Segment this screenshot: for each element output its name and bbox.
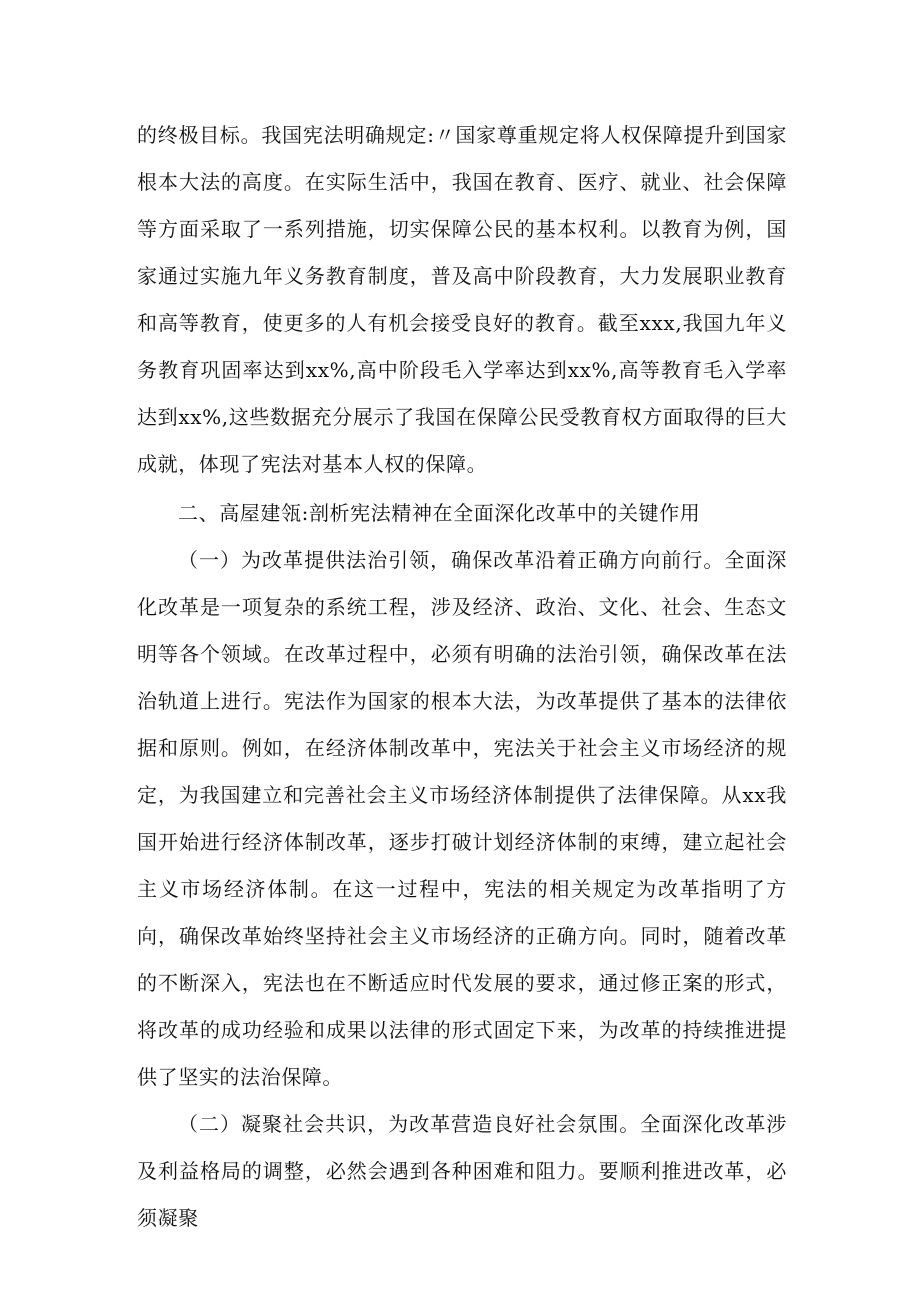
paragraph-social-consensus: （二）凝聚社会共识，为改革营造良好社会氛围。全面深化改革涉及利益格局的调整，必然会遇到各种困难和阻力。要顺利推进改革，必须凝聚 — [137, 1112, 787, 1230]
paragraph-reform-guidance: （一）为改革提供法治引领，确保改革沿着正确方向前行。全面深化改革是一项复杂的系统工程，涉及经济、政治、文化、社会、生态文明等各个领域。在改革过程中，必须有明确的法治引领，确保改革在法治轨道上进行。宪法作为国家的根本大法，为改革提供了基本的法律依据和原则。例如，在经济体制改革中，宪法关于社会主义市场经济的规定，为我国建立和完善社会主义市场经济体制提供了法律保障。从xx我国开始进行经济体制改革，逐步打破计划经济体制的束缚，建立起社会主义市场经济体制。在这一过程中，宪法的相关规定为改革指明了方向，确保改革始终坚持社会主义市场经济的正确方向。同时，随着改革的不断深入，宪法也在不断适应时代发展的要求，通过修正案的形式，将改革的成功经验和成果以法律的形式固定下来，为改革的持续推进提供了坚实的法治保障。 — [137, 548, 787, 1089]
section-heading: 二、高屋建瓴:剖析宪法精神在全面深化改革中的关键作用 — [178, 501, 701, 525]
document-body — [137, 112, 787, 1242]
paragraph-continuation: 的终极目标。我国宪法明确规定:〃国家尊重规定将人权保障提升到国家根本大法的高度。在实际生活中，我国在教育、医疗、就业、社会保障等方面采取了一系列措施，切实保障公民的基本权利。以教育为例，国家通过实施九年义务教育制度，普及高中阶段教育，大力发展职业教育和高等教育，使更多的人有机会接受良好的教育。截至xxx,我国九年义务教育巩固率达到xx%,高中阶段毛入学率达到xx%,高等教育毛入学率达到xx%,这些数据充分展示了我国在保障公民受教育权方面取得的巨大成就，体现了宪法对基本人权的保障。 — [137, 123, 787, 476]
